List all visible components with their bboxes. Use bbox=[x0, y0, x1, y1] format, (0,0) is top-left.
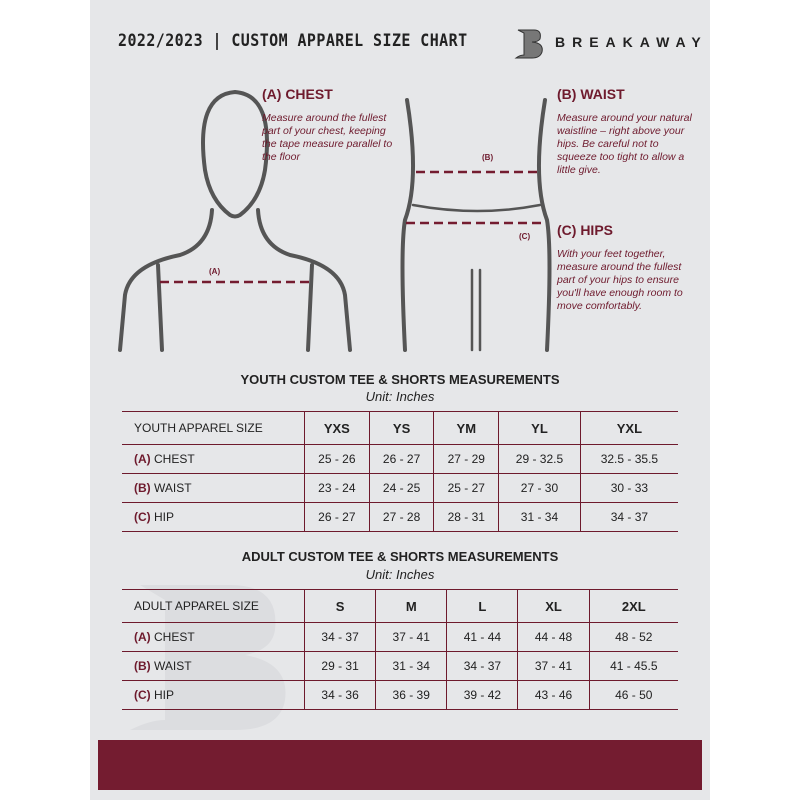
size-header: YXL bbox=[580, 412, 678, 445]
measure-name: WAIST bbox=[154, 659, 192, 673]
table-cell: 26 - 27 bbox=[369, 445, 434, 474]
measure-name: CHEST bbox=[154, 630, 195, 644]
table-cell: 36 - 39 bbox=[376, 681, 447, 710]
measure-label bbox=[122, 445, 305, 474]
table-header-row bbox=[122, 590, 678, 623]
size-header: S bbox=[305, 590, 376, 623]
table-cell: 31 - 34 bbox=[376, 652, 447, 681]
hips-description: With your feet together, measure around the fullest part of your hips to ensure you'll have enough room to move comfortably. bbox=[557, 248, 683, 312]
waist-description: Measure around your natural waistline – right above your hips. Be careful not to squeeze too tight to allow a little give. bbox=[557, 112, 692, 176]
table-cell: 30 - 33 bbox=[580, 474, 678, 503]
table-cell: 27 - 30 bbox=[499, 474, 581, 503]
table-cell: 24 - 25 bbox=[369, 474, 434, 503]
youth-table-title: YOUTH CUSTOM TEE & SHORTS MEASUREMENTS bbox=[240, 372, 560, 387]
size-header: XL bbox=[518, 590, 589, 623]
waist-heading: (B) WAIST bbox=[557, 86, 625, 102]
table-cell: 28 - 31 bbox=[434, 503, 499, 532]
size-header: L bbox=[447, 590, 518, 623]
table-cell: 32.5 - 35.5 bbox=[580, 445, 678, 474]
size-header: 2XL bbox=[589, 590, 678, 623]
chest-description: Measure around the fullest part of your chest, keeping the tape measure parallel to the floor bbox=[262, 112, 393, 163]
footer-band bbox=[98, 740, 702, 790]
measure-label bbox=[122, 503, 305, 532]
size-header: YXS bbox=[305, 412, 370, 445]
youth-table-unit: Unit: Inches bbox=[365, 389, 435, 404]
size-header: M bbox=[376, 590, 447, 623]
size-label: ADULT APPAREL SIZE bbox=[122, 590, 305, 623]
table-cell: 34 - 36 bbox=[305, 681, 376, 710]
adult-table-title: ADULT CUSTOM TEE & SHORTS MEASUREMENTS bbox=[241, 549, 559, 564]
chest-marker: (A) bbox=[209, 267, 221, 276]
measure-label bbox=[122, 681, 305, 710]
hips-marker: (C) bbox=[519, 232, 531, 241]
table-cell: 43 - 46 bbox=[518, 681, 589, 710]
measure-letter: (A) bbox=[134, 452, 151, 466]
measure-label bbox=[122, 623, 305, 652]
waist-marker: (B) bbox=[482, 153, 494, 162]
table-cell: 44 - 48 bbox=[518, 623, 589, 652]
table-cell: 41 - 44 bbox=[447, 623, 518, 652]
table-cell: 48 - 52 bbox=[589, 623, 678, 652]
table-cell: 37 - 41 bbox=[518, 652, 589, 681]
breakaway-logo-icon bbox=[512, 24, 546, 60]
measure-label bbox=[122, 652, 305, 681]
table-cell: 23 - 24 bbox=[305, 474, 370, 503]
brand-name: BREAKAWAY bbox=[555, 34, 708, 50]
size-header: YS bbox=[369, 412, 434, 445]
table-cell: 25 - 27 bbox=[434, 474, 499, 503]
table-row bbox=[122, 623, 678, 652]
measure-name: CHEST bbox=[154, 452, 195, 466]
table-cell: 31 - 34 bbox=[499, 503, 581, 532]
adult-size-table bbox=[122, 589, 678, 710]
table-row bbox=[122, 652, 678, 681]
page-title: 2022/2023 | CUSTOM APPAREL SIZE CHART bbox=[118, 31, 468, 51]
table-cell: 34 - 37 bbox=[580, 503, 678, 532]
table-cell: 34 - 37 bbox=[447, 652, 518, 681]
table-cell: 27 - 28 bbox=[369, 503, 434, 532]
table-cell: 27 - 29 bbox=[434, 445, 499, 474]
size-header: YM bbox=[434, 412, 499, 445]
table-row bbox=[122, 474, 678, 503]
table-cell: 25 - 26 bbox=[305, 445, 370, 474]
table-cell: 26 - 27 bbox=[305, 503, 370, 532]
table-row bbox=[122, 503, 678, 532]
measure-letter: (C) bbox=[134, 510, 151, 524]
table-cell: 37 - 41 bbox=[376, 623, 447, 652]
table-cell: 34 - 37 bbox=[305, 623, 376, 652]
size-label: YOUTH APPAREL SIZE bbox=[122, 412, 305, 445]
measure-letter: (A) bbox=[134, 630, 151, 644]
size-header: YL bbox=[499, 412, 581, 445]
adult-table-unit: Unit: Inches bbox=[365, 567, 435, 582]
measure-label bbox=[122, 474, 305, 503]
measure-name: WAIST bbox=[154, 481, 192, 495]
table-cell: 46 - 50 bbox=[589, 681, 678, 710]
table-row bbox=[122, 445, 678, 474]
measure-name: HIP bbox=[154, 688, 175, 702]
table-cell: 29 - 32.5 bbox=[499, 445, 581, 474]
table-cell: 39 - 42 bbox=[447, 681, 518, 710]
table-cell: 29 - 31 bbox=[305, 652, 376, 681]
measure-name: HIP bbox=[154, 510, 175, 524]
table-cell: 41 - 45.5 bbox=[589, 652, 678, 681]
table-row bbox=[122, 681, 678, 710]
table-header-row bbox=[122, 412, 678, 445]
youth-size-table bbox=[122, 411, 678, 532]
chest-heading: (A) CHEST bbox=[262, 86, 333, 102]
measure-letter: (B) bbox=[134, 481, 151, 495]
measure-letter: (C) bbox=[134, 688, 151, 702]
measure-letter: (B) bbox=[134, 659, 151, 673]
hips-heading: (C) HIPS bbox=[557, 222, 613, 238]
